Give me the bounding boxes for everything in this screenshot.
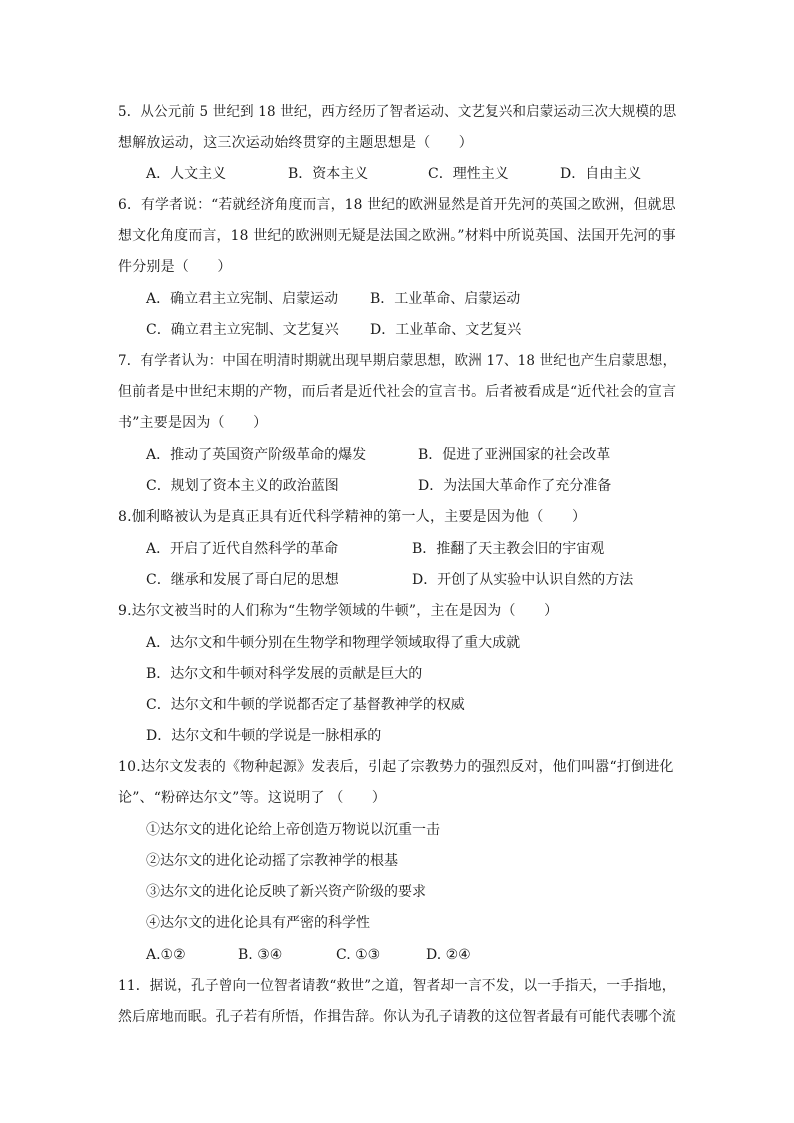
q6-stem-line1: 6．有学者说：“若就经济角度而言，18 世纪的欧洲显然是首开先河的英国之欧洲，但就思 [118, 197, 676, 213]
q8-option-c: C．继承和发展了哥白尼的思想 [146, 572, 339, 588]
q9-option-a: A．达尔文和牛顿分别在生物学和物理学领域取得了重大成就 [146, 635, 521, 651]
q5-option-c: C．理性主义 [428, 166, 509, 182]
q9-option-b: B．达尔文和牛顿对科学发展的贡献是巨大的 [146, 666, 423, 682]
q6-option-b: B．工业革命、启蒙运动 [370, 291, 521, 307]
q10-option-b: B. ③④ [238, 947, 283, 963]
q6-option-c: C．确立君主立宪制、文艺复兴 [146, 322, 339, 338]
q10-statement-3: ③达尔文的进化论反映了新兴资产阶级的要求 [146, 884, 426, 900]
q10-option-a: A.①② [146, 947, 186, 963]
q11-stem-line2: 然后席地而眠。孔子若有所悟，作揖告辞。你认为孔子请教的这位智者最有可能代表哪个流 [118, 1009, 677, 1025]
q10-statement-1: ①达尔文的进化论给上帝创造万物说以沉重一击 [146, 822, 440, 838]
q6-option-a: A．确立君主立宪制、启蒙运动 [146, 291, 339, 307]
q5-option-a: A．人文主义 [146, 166, 227, 182]
q6-stem-line2: 想文化角度而言，18 世纪的欧洲则无疑是法国之欧洲。”材料中所说英国、法国开先河的事 [118, 228, 676, 244]
q8-option-a: A．开启了近代自然科学的革命 [146, 541, 339, 557]
q5-option-d: D．自由主义 [560, 166, 642, 182]
q5-stem-line2: 想解放运动，这三次运动始终贯穿的主题思想是（ ） [118, 135, 473, 151]
q9-option-c: C．达尔文和牛顿的学说都否定了基督教神学的权威 [146, 697, 465, 713]
q5-option-b: B．资本主义 [288, 166, 369, 182]
q11-stem-line1: 11．据说，孔子曾向一位智者请教“救世”之道，智者却一言不发，以一手指天，一手指地， [118, 978, 676, 994]
q8-option-d: D．开创了从实验中认识自然的方法 [412, 572, 634, 588]
q10-statement-4: ④达尔文的进化论具有严密的科学性 [146, 915, 370, 931]
q6-stem-line3: 件分别是（ ） [118, 259, 232, 275]
q7-option-c: C．规划了资本主义的政治蓝图 [146, 478, 339, 494]
q9-stem-line1: 9.达尔文被当时的人们称为“生物学领域的牛顿”，主在是因为（ ） [118, 603, 559, 619]
q10-statement-2: ②达尔文的进化论动摇了宗教神学的根基 [146, 853, 398, 869]
q10-stem-line1: 10.达尔文发表的《物种起源》发表后，引起了宗教势力的强烈反对，他们叫嚣“打倒进化 [118, 759, 674, 775]
q10-option-d: D. ②④ [426, 947, 471, 963]
q10-option-c: C. ①③ [336, 947, 381, 963]
q7-option-b: B．促进了亚洲国家的社会改革 [418, 447, 611, 463]
q6-option-d: D．工业革命、文艺复兴 [370, 322, 522, 338]
q8-option-b: B．推翻了天主教会旧的宇宙观 [412, 541, 605, 557]
q7-stem-line2: 但前者是中世纪末期的产物，而后者是近代社会的宣言书。后者被看成是“近代社会的宣言 [118, 384, 677, 400]
q7-option-d: D．为法国大革命作了充分准备 [418, 478, 612, 494]
q9-option-d: D．达尔文和牛顿的学说是一脉相承的 [146, 728, 382, 744]
q10-stem-line2: 论”、“粉碎达尔文”等。这说明了 （ ） [118, 790, 387, 806]
q7-stem-line3: 书”主要是因为（ ） [118, 415, 268, 431]
q5-stem-line1: 5．从公元前 5 世纪到 18 世纪，西方经历了智者运动、文艺复兴和启蒙运动三次大规模的思 [118, 104, 677, 120]
q8-stem-line1: 8.伽利略被认为是真正具有近代科学精神的第一人，主要是因为他（ ） [118, 509, 587, 525]
q7-stem-line1: 7．有学者认为：中国在明清时期就出现早期启蒙思想，欧洲 17、18 世纪也产生启蒙思想， [118, 353, 677, 369]
q7-option-a: A．推动了英国资产阶级革命的爆发 [146, 447, 367, 463]
